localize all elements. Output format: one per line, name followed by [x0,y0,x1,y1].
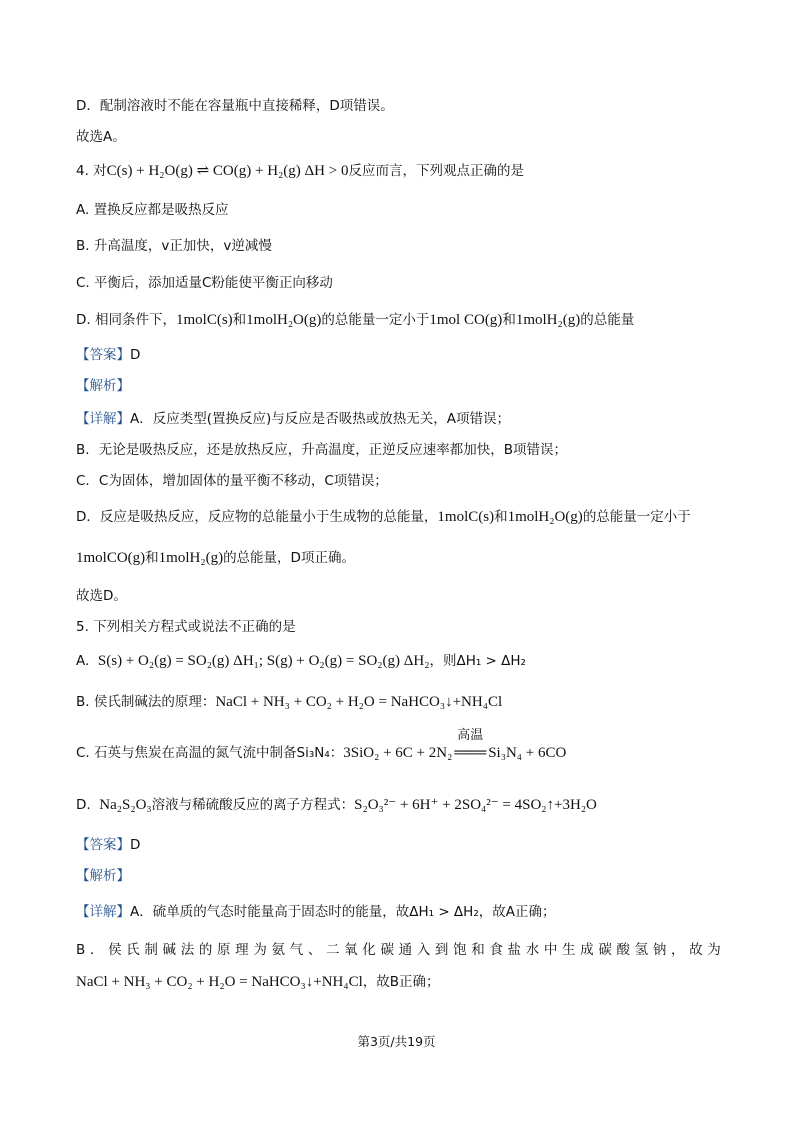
option-b: B. 侯氏制碱法的原理：NaCl + NH₃ + CO₂ + H₂O = NaHCO₃↓+NH₄Cl [76,694,503,710]
reaction-condition: 高温 ═══ [454,728,487,761]
detail-c: C．C为固体，增加固体的量平衡不移动，C项错误； [76,473,388,489]
equation: C(s) + H₂O(g) ⇌ CO(g) + H₂(g) ΔH > 0 [106,163,349,179]
text-line: D．配制溶液时不能在容量瓶中直接稀释，D项错误。 [76,98,394,114]
answer-value: D [130,837,141,853]
detail-b-cont: NaCl + NH₃ + CO₂ + H₂O = NaHCO₃↓+NH₄Cl，故B正确； [76,974,440,990]
equation: NaCl + NH₃ + CO₂ + H₂O = NaHCO₃↓+NH₄Cl [215,694,503,710]
answer-label: 【答案】 [76,837,130,853]
detail-d: D．反应是吸热反应，反应物的总能量小于生成物的总能量，1molC(s)和1molH₂O(g)的总能量一定小于 [76,509,691,525]
detail-d-cont: 1molCO(g)和1molH₂(g)的总能量，D项正确。 [76,550,355,566]
option-c: C. 平衡后，添加适量C粉能使平衡正向移动 [76,275,333,291]
selection: 故选D。 [76,588,127,604]
answer-value: D [130,347,141,363]
option-c: C. 石英与焦炭在高温的氮气流中制备Si₃N₄：3SiO₂ + 6C + 2N₂ 高温 ═══ Si₃N₄ + 6CO [76,728,567,761]
option-a: A. 置换反应都是吸热反应 [76,202,229,218]
analysis-label: 【解析】 [76,378,130,394]
detail-b: B．无论是吸热反应，还是放热反应，升高温度，正逆反应速率都加快，B项错误； [76,442,568,458]
detail-a: 【详解】A．硫单质的气态时能量高于固态时的能量，故ΔH₁ > ΔH₂，故A正确； [76,904,556,920]
page-footer: 第3页/共19页 [357,1034,436,1049]
answer-line [76,836,140,854]
option-d: D. Na₂S₂O₃溶液与稀硫酸反应的离子方程式：S₂O₃²⁻ + 6H⁺ + 2SO₄²⁻ = 4SO₂↑+3H₂O [76,797,597,813]
option-d: D. 相同条件下，1molC(s)和1molH₂O(g)的总能量一定小于1mol CO(g)和1molH₂(g)的总能量 [76,312,635,328]
detail-a: 【详解】A．反应类型(置换反应)与反应是否吸热或放热无关，A项错误； [76,411,511,427]
analysis-label: 【解析】 [76,868,130,884]
detail-b: B．侯氏制碱法的原理为氨气、二氧化碳通入到饱和食盐水中生成碳酸氢钠，故为 [76,942,722,958]
question-5-stem: 5. 下列相关方程式或说法不正确的是 [76,619,296,635]
equation: S₂O₃²⁻ + 6H⁺ + 2SO₄²⁻ = 4SO₂↑+3H₂O [354,797,597,813]
detail-label: 【详解】 [76,904,130,920]
text-line: 故选A。 [76,129,126,145]
question-4-stem: 4. 对C(s) + H₂O(g) ⇌ CO(g) + H₂(g) ΔH > 0反应而言，下列观点正确的是 [76,163,524,179]
equation: S(s) + O₂(g) = SO₂(g) ΔH₁; S(g) + O₂(g) = SO₂(g) ΔH₂ [97,653,430,669]
option-b: B. 升高温度，v正加快，v逆减慢 [76,238,272,254]
answer-label: 【答案】 [76,347,130,363]
equation: NaCl + NH₃ + CO₂ + H₂O = NaHCO₃↓+NH₄Cl [76,974,363,990]
detail-label: 【详解】 [76,411,130,427]
option-a: A. S(s) + O₂(g) = SO₂(g) ΔH₁; S(g) + O₂(g) = SO₂(g) ΔH₂，则ΔH₁ > ΔH₂ [76,653,526,669]
answer-line [76,346,140,364]
